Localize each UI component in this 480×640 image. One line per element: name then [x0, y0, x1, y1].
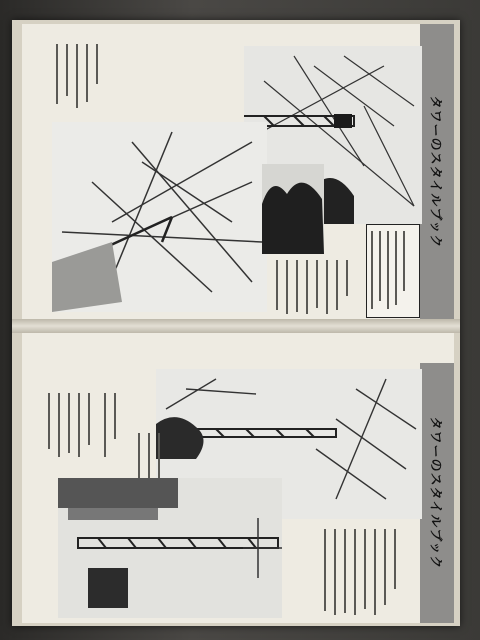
top-title-bar [420, 24, 454, 319]
bottom-page-title: タワーのスタイルブック [427, 416, 443, 570]
tree-drawing [262, 164, 324, 254]
yagi-array-drawing [52, 122, 267, 312]
bottom-right-text [322, 529, 412, 619]
top-body-text [274, 260, 364, 316]
top-left-antenna-photo [52, 122, 267, 312]
bottom-title-bar [420, 363, 454, 623]
tree-photo [262, 164, 324, 254]
top-left-text-column [52, 44, 112, 114]
top-page [22, 24, 454, 319]
building-tower-drawing [58, 478, 282, 618]
bottom-building-photo [58, 478, 282, 618]
top-page-title: タワーのスタイルブック [427, 95, 443, 248]
caption-box-text [371, 231, 415, 311]
bottom-page [22, 333, 454, 623]
magazine-spread [12, 20, 460, 626]
book-gutter [12, 319, 460, 333]
bottom-left-text [44, 393, 134, 463]
top-caption-box [366, 224, 420, 318]
